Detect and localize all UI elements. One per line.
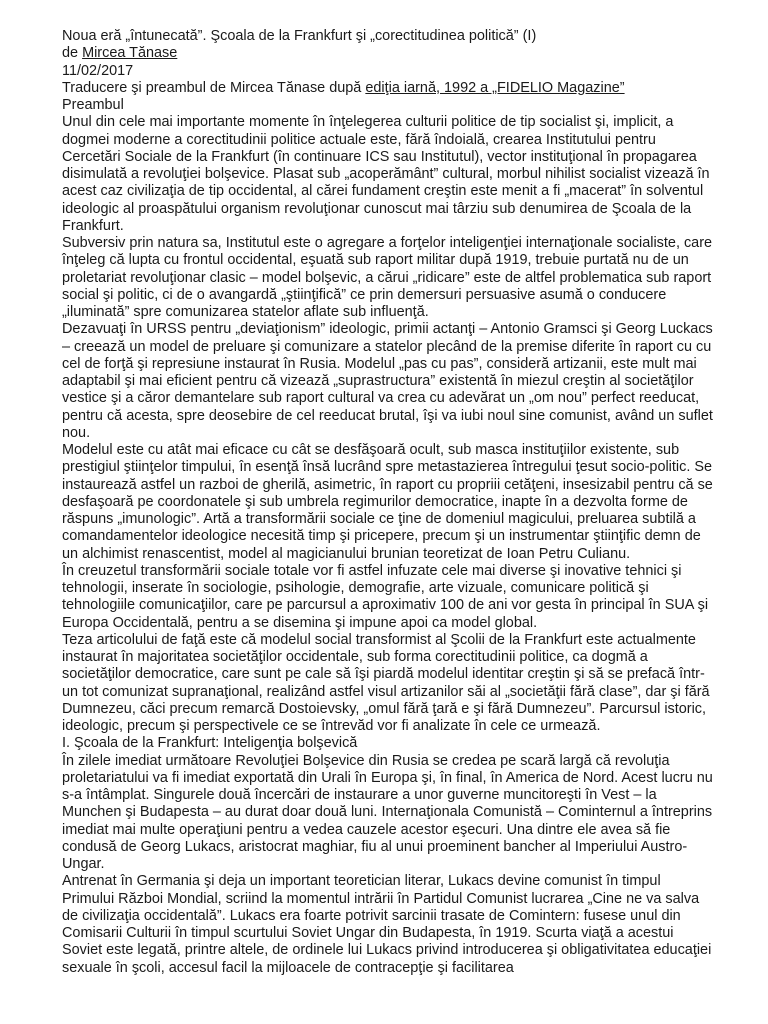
paragraph: În zilele imediat următoare Revoluţiei Bolşevice din Rusia se credea pe scară largă că revoluţia proletariatului va fi imediat exportată din Urali în Europa şi, în final, în America de Nord. Acest lucru nu s-a întâmplat. Singurele două încercări de instaurare a unor guverne muncitoreşti în Vest – la Munchen şi Budapesta – au durat doar două luni. Internaţionala Comunistă – Cominternul a întreprins imediat mai multe operaţiuni pentru a vedea cauzele acestor eşecuri. Una dintre ele avea să fie condusă de Georg Lukacs, aristocrat maghiar, fiu al unui proeminent bancher al Imperiului Austro-Ungar.	[62, 752, 713, 872]
author-link[interactable]: Mircea Tănase	[82, 45, 178, 62]
publish-date: 11/02/2017	[62, 62, 134, 79]
document-page	[62, 28, 714, 977]
author-byline	[62, 45, 714, 62]
translation-prefix: Traducere şi preambul de Mircea Tănase după	[62, 79, 366, 96]
paragraph: Modelul este cu atât mai eficace cu cât se desfăşoară ocult, sub masca instituţiilor existente, sub prestigiul ştiinţelor timpului, în esenţă însă lucrând spre metastazierea întregului ţesut socio-politic. Se instaurează astfel un razboi de gherilă, asimetric, în raport cu propriii cetăţeni, insesizabil pentru că se desfaşoară pe coordonatele şi sub umbrela regimurilor democratice, inapte în a dezvolta forme de răspuns „imunologic”. Artă a transformării sociale ce ţine de domeniul magicului, preluarea subtilă a comandamentelor ideologice necesită timp şi pricepere, precum şi un instrumentar ştiinţific demn de un alchimist renascentist, model al magicianului brunian teoretizat de Ioan Petru Culianu.	[62, 442, 713, 562]
paragraph: Antrenat în Germania şi deja un important teoretician literar, Lukacs devine comunist în timpul Primului Război Mondial, scriind la momentul intrării în Partidul Comunist lucrarea „Cine ne va salva de civilizaţia occidentală”. Lukacs era foarte potrivit sarcinii trasate de Comintern: fusese unul din Comisarii Culturii în timpul scurtului Soviet Ungar din Budapesta, în 1919. Scurta viaţă a acestui Soviet este legată, printre altele, de ordinele lui Lukacs privind introducerea şi obligativitatea educaţiei sexuale în şcoli, accesul facil la mijloacele de contracepţie şi facilitarea	[62, 873, 712, 976]
source-edition-link[interactable]: ediţia iarnă, 1992 a „FIDELIO Magazine”	[365, 79, 625, 96]
paragraph: Teza articolului de faţă este că modelul social transformist al Şcolii de la Frankfurt este actualmente instaurat în majoritatea societăţilor occidentale, sub forma corectitudinii politice, ca dogmă a societăţilor democratice, care sunt pe cale să îşi piardă modelul identitar creştin şi să se prefacă într-un tot comunizat supranaţional, realizând astfel visul artizanilor săi al „societăţii fără clase”, dar şi fără Dumnezeu, căci precum remarcă Dostoievsky, „omul fără ţară e şi fără Dumnezeu”. Parcursul istoric, ideologic, precum şi perspectivele ce se întrevăd vor fi analizate în cele ce urmează.	[62, 631, 710, 734]
translation-credit	[62, 80, 714, 97]
section-heading: I. Şcoala de la Frankfurt: Inteligenţia bolşevică	[62, 735, 358, 752]
preamble-heading: Preambul	[62, 97, 124, 113]
author-prefix: de	[62, 45, 83, 62]
paragraph: Dezavuaţi în URSS pentru „deviaţionism” ideologic, primii actanţi – Antonio Gramsci şi Georg Luckacs – creează un model de preluare şi comunizare a statelor plecând de la premise diferite în raport cu cu cel de forţă şi represiune instaurat în Rusia. Modelul „pas cu pas”, consideră artizanii, este mult mai adaptabil şi mai eficient pentru că vizează „suprastructura” existentă în miezul creştin al societăţilor vestice şi a căror demantelare sub raport cultural va crea cu adevărat un „om nou” perfect reeducat, pentru că acesta, spre deosebire de cel reeducat brutal, îşi va iubi noul sine comunist, având un suflet nou.	[62, 321, 713, 441]
article-title: Noua eră „întunecată”. Şcoala de la Frankfurt şi „corectitudinea politică” (I)	[62, 28, 537, 44]
paragraph: Unul din cele mai importante momente în înţelegerea culturii politice de tip socialist şi, implicit, a dogmei moderne a corectitudinii politice actuale este, fără îndoială, crearea Institutului pentru Cercetări Sociale de la Frankfurt (în continuare ICS sau Institutul), vector instituţional în propagarea disimulată a revoluţiei bolşevice. Plasat sub „acoperământ” cultural, morbul nihilist socialist vizează în acest caz civilizaţia de tip occidental, al cărei fundament creştin este menit a fi „macerat” în solventul ideologic al proaspătului organism revoluţionar cunoscut mai târziu sub denumirea de Şcoala de la Frankfurt.	[62, 114, 710, 234]
paragraph: Subversiv prin natura sa, Institutul este o agregare a forţelor inteligenţiei internaţionale socialiste, care înţeleg că lupta cu frontul occidental, eşuată sub raport militar după 1919, trebuie purtată nu de un proletariat revoluţionar clasic – model bolşevic, a cărui „ridicare” este de altfel problematica sub raport social şi politic, ci de o avangardă „ştiinţifică” ce prin demersuri persuasive asumă o conducere „iluminată” spre comunizarea statelor aflate sub influenţă.	[62, 235, 713, 320]
paragraph: În creuzetul transformării sociale totale vor fi astfel infuzate cele mai diverse şi inovative tehnici şi tehnologii, inserate în sociologie, psihologie, demografie, arte vizuale, comunicare politică şi tehnologiile comunicaţiilor, care pe parcursul a aproximativ 100 de ani vor gesta în principal în SUA şi Europa Occidentală, pentru a se disemina şi impune apoi ca model global.	[62, 562, 709, 631]
